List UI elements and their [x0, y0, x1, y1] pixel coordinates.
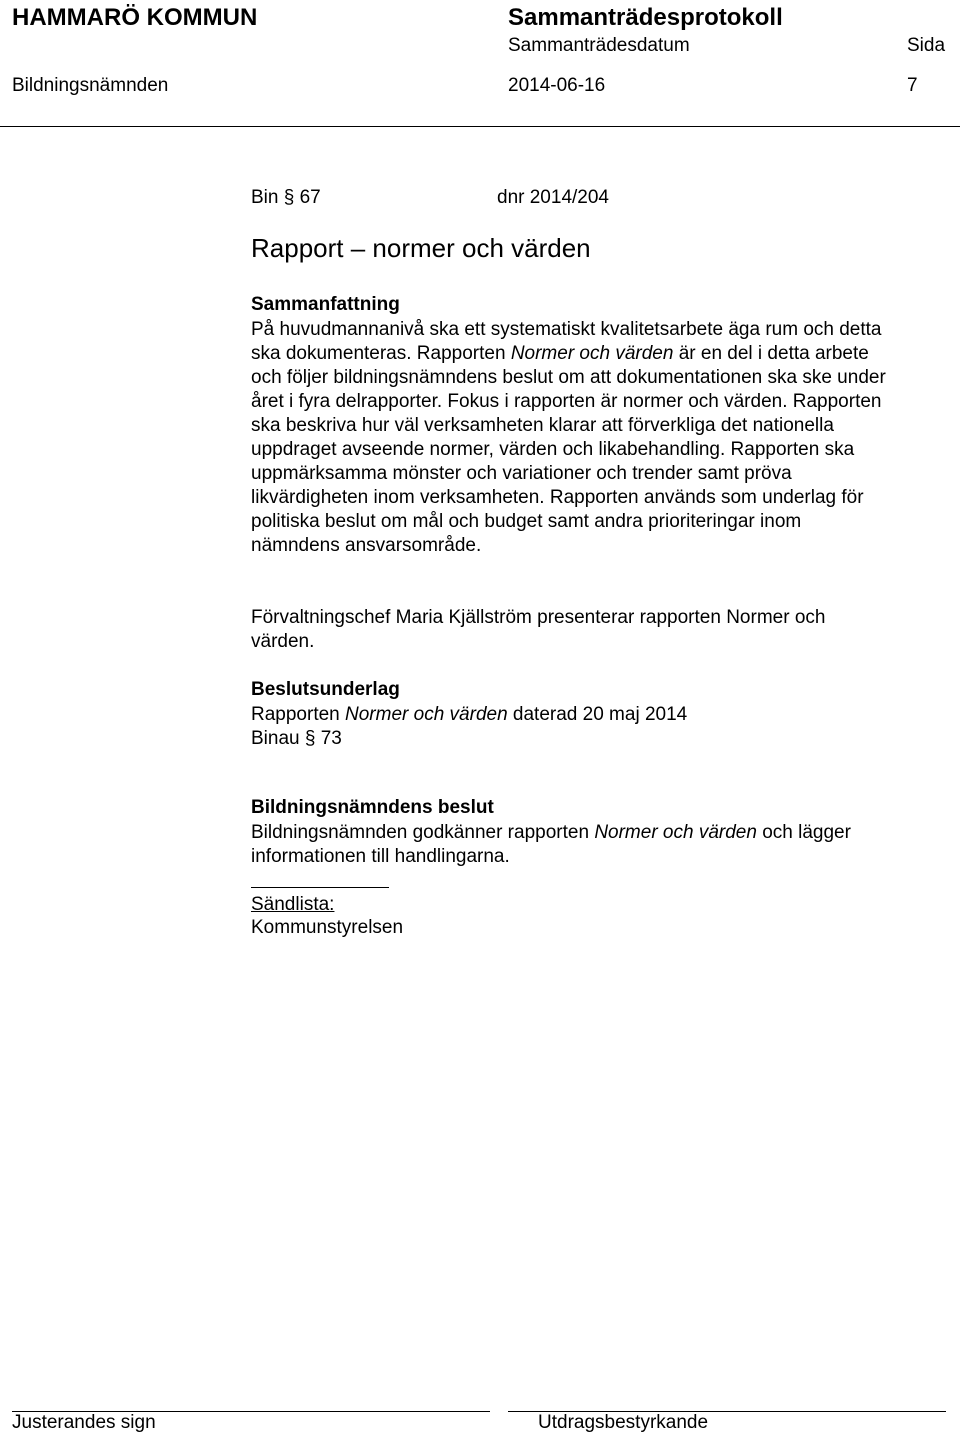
signature-label: Justerandes sign	[12, 1412, 156, 1433]
decision-heading: Bildningsnämndens beslut	[251, 797, 494, 818]
basis-suffix: daterad 20 maj 2014	[507, 704, 688, 725]
distribution-recipient: Kommunstyrelsen	[251, 917, 404, 938]
summary-report-name: Normer och värden	[510, 343, 674, 364]
summary-heading: Sammanfattning	[251, 294, 400, 315]
certification-label: Utdragsbestyrkande	[538, 1412, 709, 1433]
presentation-text: Förvaltningschef Maria Kjällström presenterar rapporten Normer och värden.	[251, 607, 826, 652]
diary-number: dnr 2014/204	[497, 187, 609, 208]
decision-prefix: Bildningsnämnden godkänner rapporten	[251, 822, 595, 843]
presentation-paragraph	[251, 606, 891, 654]
page-number: 7	[907, 75, 918, 96]
basis-line-2: Binau § 73	[251, 728, 342, 749]
header-rule	[0, 126, 960, 127]
municipality-name: HAMMARÖ KOMMUN	[12, 4, 258, 31]
meeting-date-label: Sammanträdesdatum	[508, 35, 690, 56]
meeting-date: 2014-06-16	[508, 75, 606, 96]
document-type: Sammanträdesprotokoll	[508, 4, 783, 31]
page-title: Rapport – normer och värden	[251, 233, 591, 263]
basis-prefix: Rapporten	[251, 704, 346, 725]
decision-report-name: Normer och värden	[594, 822, 757, 843]
distribution-rule	[251, 887, 389, 888]
decision-paragraph	[251, 773, 891, 869]
basis-line-1	[251, 703, 687, 727]
page-label: Sida	[907, 35, 946, 56]
basis-heading: Beslutsunderlag	[251, 679, 400, 700]
basis-report-name: Normer och värden	[345, 704, 508, 725]
committee-name: Bildningsnämnden	[12, 75, 169, 96]
summary-text-2: är en del i detta arbete och följer bildningsnämndens beslut om att dokumentationen ska ske under året i fyra delrapporter. Fokus i rapporten är normer och värden. Rapporten ska beskriva hur väl verksamheten klarar att förverkliga det nationella uppdraget avseende normer, värden och likabehandling. Rapporten ska uppmärksamma mönster och variationer och trender samt pröva likvärdigheten inom verksamheten. Rapporten används som underlag för politiska beslut om mål och budget samt andra prioriteringar inom nämndens ansvarsområde.	[251, 343, 886, 556]
paragraph-reference: Bin § 67	[251, 187, 321, 208]
decision-suffix: och lägger informationen till handlingarna.	[251, 822, 851, 867]
summary-paragraph	[251, 318, 891, 558]
distribution-label: Sändlista:	[251, 894, 335, 915]
summary-text-1: På huvudmannanivå ska ett systematiskt kvalitetsarbete äga rum och detta ska dokumenteras. Rapporten	[251, 319, 882, 364]
